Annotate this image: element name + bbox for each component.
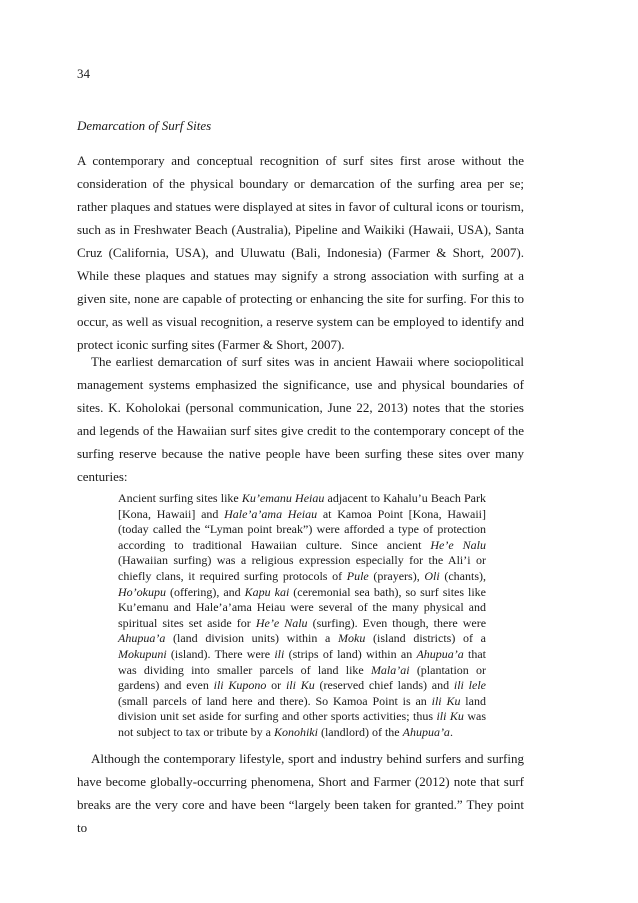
text-run: (chants), (439, 568, 486, 583)
paragraph-2 (77, 350, 524, 488)
text-run: Ancient surfing sites like (118, 491, 242, 505)
italic-term: Moku (338, 631, 366, 646)
italic-term: Ku’emanu Heiau (241, 491, 325, 505)
text-run: land division unit set aside for surfing and other sports activities; thus (118, 693, 486, 724)
text-run: (offering), and (166, 584, 245, 599)
italic-term: Ahupua’a (402, 724, 450, 739)
italic-term: Ahupua’a (416, 646, 464, 661)
italic-term: Kapu kai (244, 584, 290, 599)
paragraph-3 (77, 747, 524, 839)
italic-term: He’e Nalu (255, 615, 308, 630)
text-run: (surfing). Even though, there were (307, 615, 487, 630)
italic-term: ili lele (453, 678, 486, 693)
italic-term: He’e Nalu (430, 537, 486, 552)
text-run: (island). There were (166, 646, 275, 661)
text-run: A contemporary and conceptual recognition of surf sites first arose without the consideration of the physical boundary or demarcation of the surfing area per se; rather plaques and statues were displayed at sites in favor of cultural icons or tourism, such as in Freshwater Beach (Australia), Pipeline and Waikiki (Hawaii, USA), Santa Cruz (California, USA), and Uluwatu (Bali, Indonesia) (Farmer & Short, 2007). While these plaques and statues may signify a strong association with surfing at a given site, none are capable of protecting or enhancing the site for surfing. For this to occur, as well as visual recognition, a reserve system can be employed to identify and protect iconic surfing sites (Farmer & Short, 2007). (77, 153, 524, 352)
page-number: 34 (77, 66, 90, 81)
text-run: adjacent to Kahalu’u Beach Park [Kona, Hawaii] and (118, 491, 487, 521)
text-run: (landlord) of the (317, 724, 403, 739)
italic-term: ili (274, 646, 285, 661)
italic-term: ili Ku (431, 693, 461, 708)
block-quote (118, 491, 486, 741)
italic-term: Oli (424, 568, 440, 583)
text-run: (plantation or gardens) and even (118, 662, 487, 693)
text-run: (island districts) of a (365, 631, 487, 646)
italic-term: Ahupua’a (118, 631, 166, 646)
italic-term: Ho’okupu (118, 584, 166, 599)
text-run: Although the contemporary lifestyle, sport and industry behind surfers and surfing have become globally-occurring phenomena, Short and Farmer (2012) note that surf breaks are the very core and have been “largely been taken for granted.” They point to (77, 751, 524, 835)
text-run: (small parcels of land here and there). So Kamoa Point is an (118, 693, 432, 708)
text-run: at Kamoa Point [Kona, Hawaii] (today called the “Lyman point break”) were afforded a type of protection according to traditional Hawaiian culture. Since ancient (118, 506, 486, 552)
text-run: (ceremonial sea bath), so surf sites like Ku’emanu and Hale’a’ama Heiau were several of the many physical and spiritual sites set aside for (118, 584, 487, 630)
text-run: (land division units) within a (165, 631, 339, 646)
italic-term: ili Ku (285, 678, 315, 693)
italic-term: Konohiki (273, 724, 318, 739)
italic-term: Mokupuni (118, 646, 167, 661)
italic-term: Mala’ai (370, 662, 410, 677)
italic-term: ili Kupono (213, 678, 267, 693)
italic-term: ili Ku (436, 709, 464, 724)
text-run: (Hawaiian surfing) was a religious expression especially for the Ali’i or chiefly clans, it required surfing protocols of (118, 553, 486, 583)
text-run: was not subject to tax or tribute by a (118, 709, 486, 739)
text-run: . (449, 724, 453, 739)
text-run: (reserved chief lands) and (314, 678, 454, 693)
italic-term: Pule (346, 568, 369, 583)
text-run: (prayers), (368, 568, 425, 583)
text-run: The earliest demarcation of surf sites was in ancient Hawaii where sociopolitical management systems emphasized the significance, use and physical boundaries of sites. K. Koholokai (personal communication, June 22, 2013) notes that the stories and legends of the Hawaiian surf sites give credit to the contemporary concept of the surfing reserve because the native people have been surfing these sites over many centuries: (77, 354, 524, 484)
text-run: (strips of land) within an (284, 646, 417, 661)
paragraph-1 (77, 149, 524, 356)
section-heading: Demarcation of Surf Sites (77, 118, 212, 133)
text-run: or (266, 678, 286, 693)
italic-term: Hale’a’ama Heiau (224, 506, 318, 521)
text-run: that was dividing into smaller parcels of land like (118, 646, 486, 677)
